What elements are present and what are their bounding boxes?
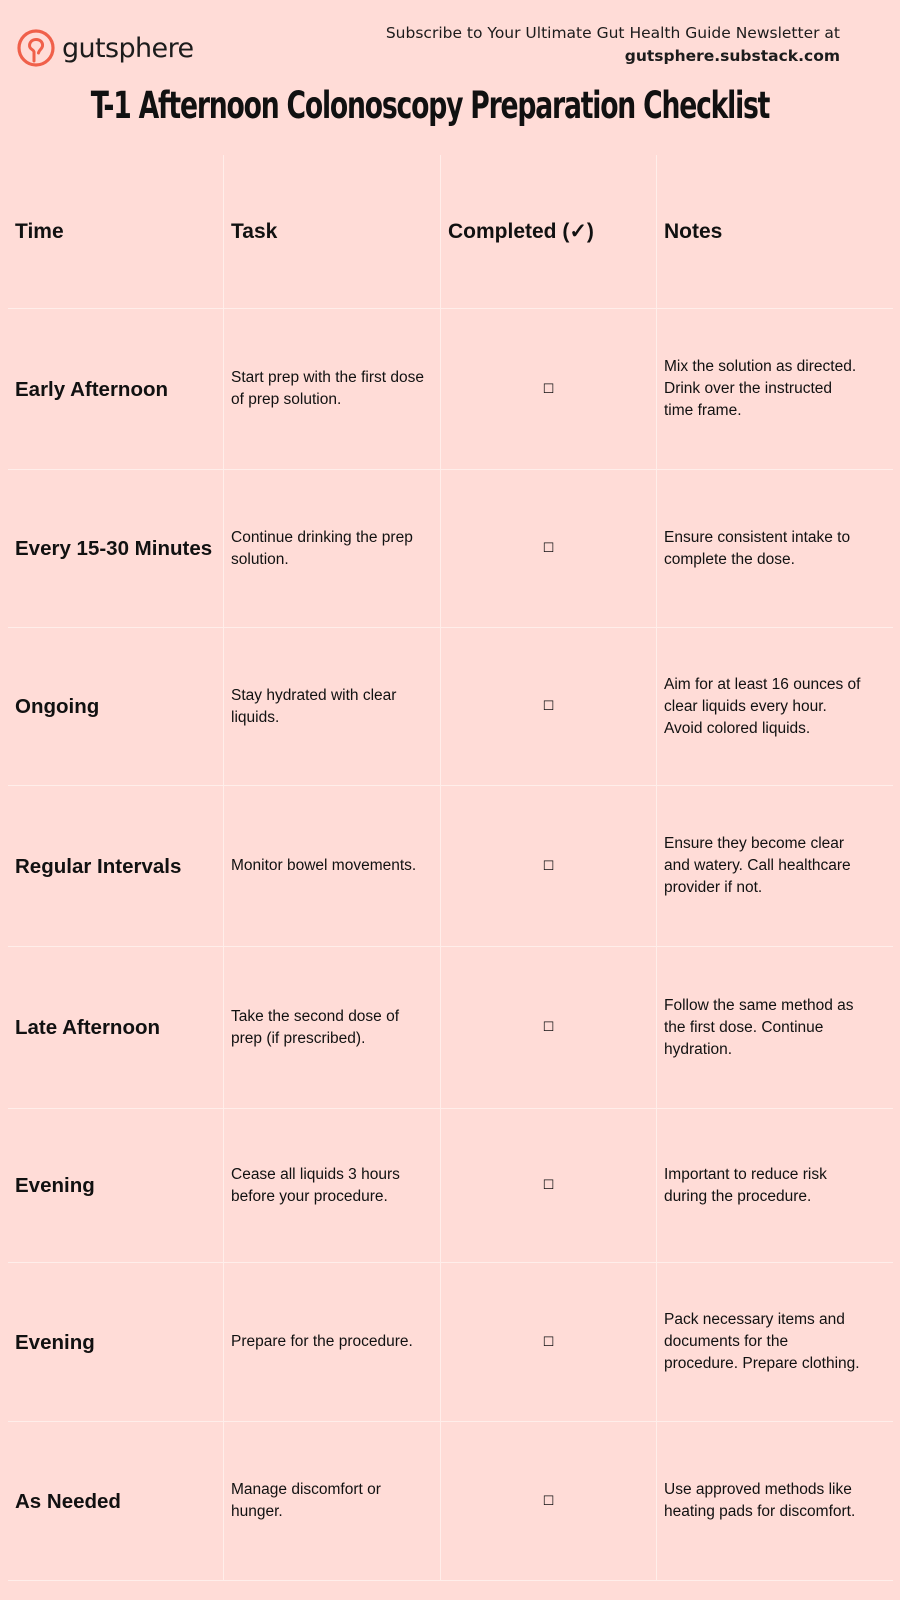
time-cell: Evening xyxy=(8,1263,224,1421)
completed-checkbox[interactable]: ☐ xyxy=(441,786,657,946)
header-task: Task xyxy=(224,155,441,308)
time-cell: Late Afternoon xyxy=(8,947,224,1108)
brand xyxy=(16,28,194,68)
notes-cell: Important to reduce risk during the procedure. xyxy=(664,1165,827,1205)
task-cell: Take the second dose of prep (if prescribed). xyxy=(224,947,441,1108)
notes-cell: Mix the solution as directed. Drink over the instructed time frame. xyxy=(664,358,857,419)
completed-checkbox[interactable]: ☐ xyxy=(441,1263,657,1421)
task-cell: Cease all liquids 3 hours before your procedure. xyxy=(224,1109,441,1262)
subscribe-text: Subscribe to Your Ultimate Gut Health Guide Newsletter at xyxy=(385,24,840,42)
table-row xyxy=(8,1109,893,1263)
table-row xyxy=(8,1263,893,1422)
table-row xyxy=(8,628,893,786)
completed-checkbox[interactable]: ☐ xyxy=(441,470,657,627)
notes-cell: Aim for at least 16 ounces of clear liquids every hour. Avoid colored liquids. xyxy=(664,675,861,737)
completed-checkbox[interactable]: ☐ xyxy=(441,628,657,785)
header-time: Time xyxy=(8,155,224,308)
completed-checkbox[interactable]: ☐ xyxy=(441,1109,657,1262)
time-cell: Ongoing xyxy=(8,628,224,785)
completed-checkbox[interactable]: ☐ xyxy=(441,309,657,469)
table-row xyxy=(8,947,893,1109)
completed-checkbox[interactable]: ☐ xyxy=(441,947,657,1108)
brand-name: gutsphere xyxy=(62,32,194,64)
table-row xyxy=(8,1422,893,1581)
task-cell: Manage discomfort or hunger. xyxy=(224,1422,441,1580)
task-cell: Continue drinking the prep solution. xyxy=(224,470,441,627)
time-cell: Evening xyxy=(8,1109,224,1262)
notes-cell: Ensure they become clear and watery. Call healthcare provider if not. xyxy=(664,835,851,896)
time-cell: Regular Intervals xyxy=(8,786,224,946)
time-cell: Early Afternoon xyxy=(8,309,224,469)
task-cell: Start prep with the first dose of prep solution. xyxy=(224,309,441,469)
table-row xyxy=(8,309,893,470)
completed-checkbox[interactable]: ☐ xyxy=(441,1422,657,1580)
checklist-table xyxy=(8,155,893,1581)
newsletter-link[interactable]: gutsphere.substack.com xyxy=(624,47,840,65)
time-cell: Every 15-30 Minutes xyxy=(8,470,224,627)
table-row xyxy=(8,786,893,947)
task-cell: Monitor bowel movements. xyxy=(224,786,441,946)
subscribe-banner xyxy=(386,22,840,68)
header-notes: Notes xyxy=(664,219,723,243)
header-completed: Completed (✓) xyxy=(441,155,657,308)
notes-cell: Follow the same method as the first dose. Continue hydration. xyxy=(664,996,854,1058)
page-title: T-1 Afternoon Colonoscopy Preparation Checklist xyxy=(90,84,770,127)
task-cell: Prepare for the procedure. xyxy=(224,1263,441,1421)
notes-cell: Use approved methods like heating pads for discomfort. xyxy=(664,1481,856,1520)
notes-cell: Pack necessary items and documents for the procedure. Prepare clothing. xyxy=(664,1311,860,1372)
table-row xyxy=(8,470,893,628)
time-cell: As Needed xyxy=(8,1422,224,1580)
gutsphere-logo-icon xyxy=(16,28,56,68)
table-header-row xyxy=(8,155,893,309)
notes-cell: Ensure consistent intake to complete the dose. xyxy=(664,528,851,568)
task-cell: Stay hydrated with clear liquids. xyxy=(224,628,441,785)
